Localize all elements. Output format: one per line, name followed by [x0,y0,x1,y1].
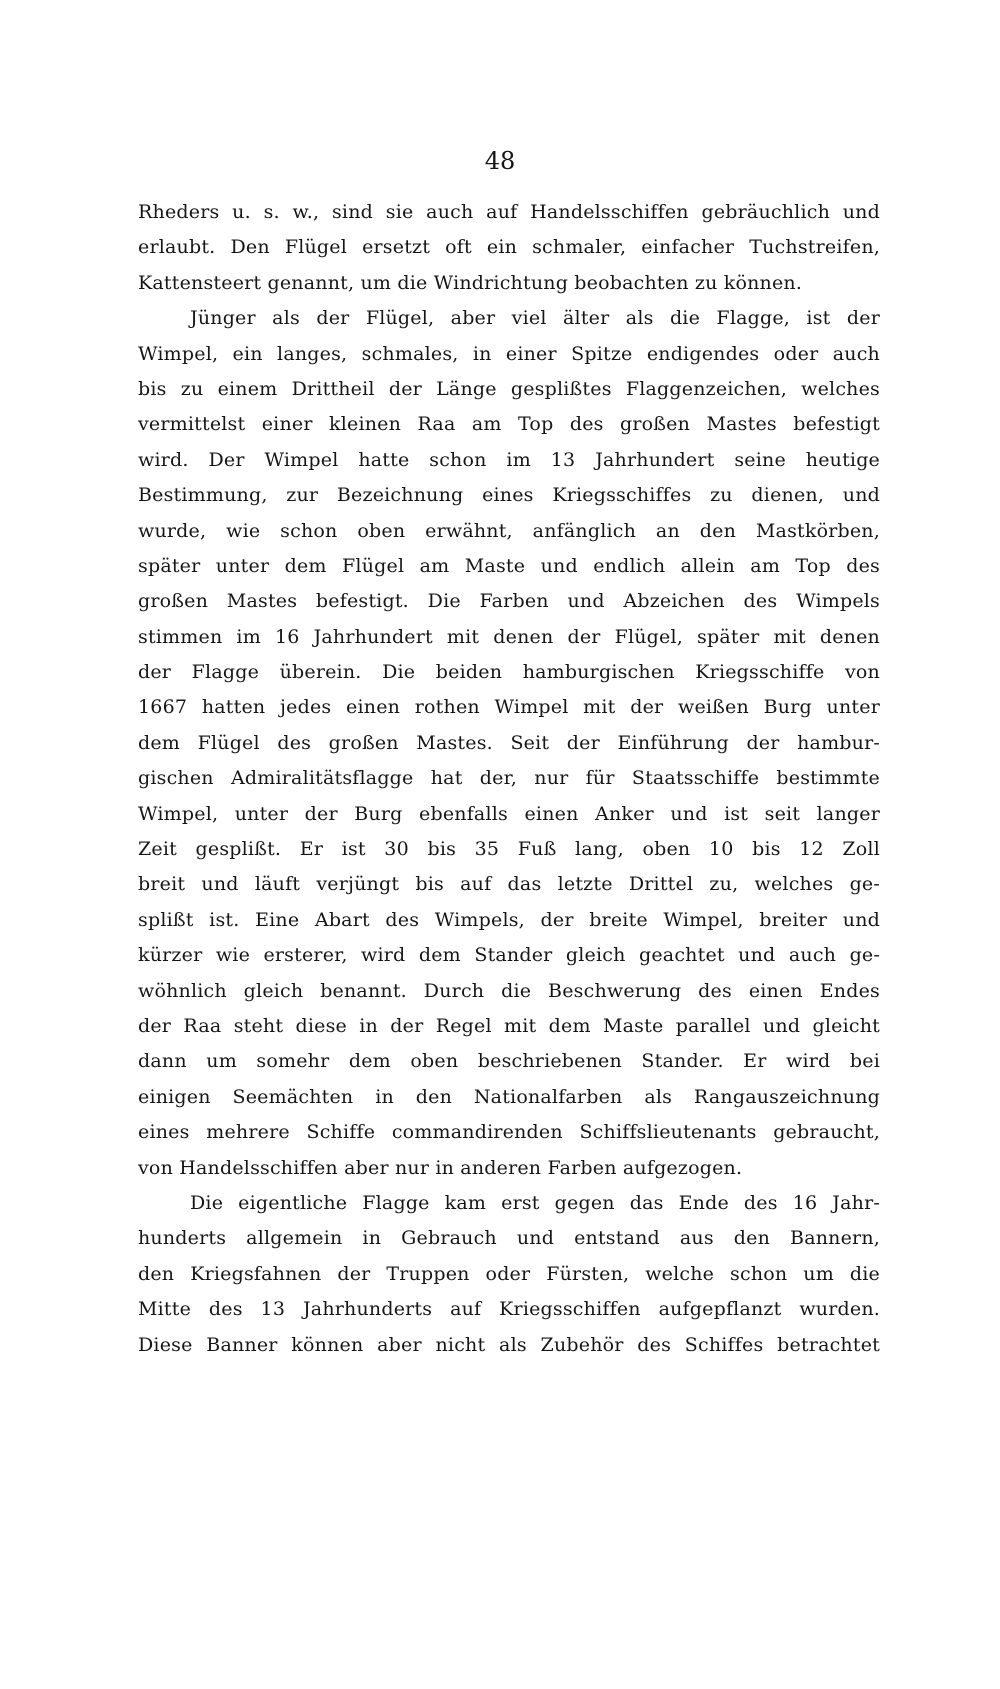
text-line: Wimpel, unter der Burg ebenfalls einen Anker und ist seit langer [138,802,880,825]
text-line: splißt ist. Eine Abart des Wimpels, der breite Wimpel, breiter und [138,908,880,931]
text-line: Wimpel, ein langes, schmales, in einer Spitze endigendes oder auch [138,342,880,365]
paragraph-2 [138,301,880,1186]
text-line: dem Flügel des großen Mastes. Seit der Einführung der hambur- [138,731,880,754]
paragraph-1 [138,195,880,301]
text-line: Die eigentliche Flagge kam erst gegen das Ende des 16 Jahr- [190,1191,880,1214]
text-line: eines mehrere Schiffe commandirenden Schiffslieutenants gebraucht, [138,1121,880,1144]
text-line: Jünger als der Flügel, aber viel älter als die Flagge, ist der [190,307,880,330]
text-line: den Kriegsfahnen der Truppen oder Fürsten, welche schon um die [138,1262,880,1285]
text-line: Mitte des 13 Jahrhunderts auf Kriegsschiffen aufgepflanzt wurden. [138,1298,880,1321]
text-line: der Flagge überein. Die beiden hamburgischen Kriegsschiffe von [138,661,880,684]
text-line: bis zu einem Drittheil der Länge gesplißtes Flaggenzeichen, welches [138,377,880,400]
text-line: wöhnlich gleich benannt. Durch die Beschwerung des einen Endes [138,979,880,1002]
text-line: großen Mastes befestigt. Die Farben und Abzeichen des Wimpels [138,590,880,613]
text-line: dann um somehr dem oben beschriebenen Stander. Er wird bei [138,1050,880,1073]
text-line: 1667 hatten jedes einen rothen Wimpel mit der weißen Burg unter [138,696,880,719]
text-line: kürzer wie ersterer, wird dem Stander gleich geachtet und auch ge- [138,944,880,967]
text-line: wird. Der Wimpel hatte schon im 13 Jahrhundert seine heutige [138,448,880,471]
page-number: 48 [484,147,516,175]
text-line: später unter dem Flügel am Maste und endlich allein am Top des [138,554,880,577]
text-line: erlaubt. Den Flügel ersetzt oft ein schmaler, einfacher Tuchstreifen, [138,236,880,259]
text-line: Diese Banner können aber nicht als Zubehör des Schiffes betrachtet [138,1333,880,1356]
text-line: Bestimmung, zur Bezeichnung eines Kriegsschiffes zu dienen, und [138,484,880,507]
text-line: Rheders u. s. w., sind sie auch auf Handelsschiffen gebräuchlich und [138,201,880,223]
text-line: gischen Admiralitätsflagge hat der, nur für Staatsschiffe bestimmte [138,767,880,790]
text-line: breit und läuft verjüngt bis auf das letzte Drittel zu, welches ge- [138,873,880,896]
text-line: stimmen im 16 Jahrhundert mit denen der Flügel, später mit denen [138,625,880,648]
text-line: vermittelst einer kleinen Raa am Top des großen Mastes befestigt [138,413,880,436]
body-text [138,195,880,1363]
text-line: Zeit gesplißt. Er ist 30 bis 35 Fuß lang, oben 10 bis 12 Zoll [138,838,880,861]
text-line: der Raa steht diese in der Regel mit dem Maste parallel und gleicht [138,1014,880,1037]
text-line: hunderts allgemein in Gebrauch und entstand aus den Bannern, [138,1227,880,1250]
text-line: Kattensteert genannt, um die Windrichtung beobachten zu können. [138,271,803,294]
paragraph-3 [138,1186,880,1363]
text-line: wurde, wie schon oben erwähnt, anfänglich an den Mastkörben, [138,519,880,542]
text-line: einigen Seemächten in den Nationalfarben als Rangauszeichnung [138,1085,880,1108]
text-line: von Handelsschiffen aber nur in anderen Farben aufgezogen. [138,1156,743,1179]
